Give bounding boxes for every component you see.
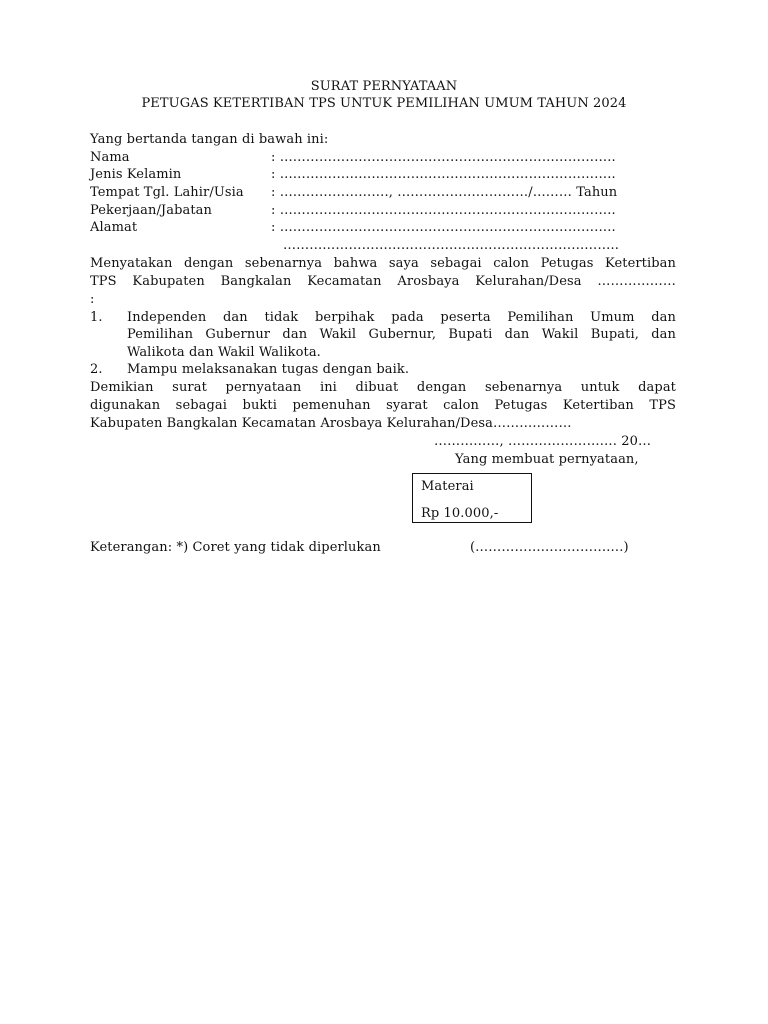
signature-name-line: (…………………………….) bbox=[470, 540, 629, 555]
point-1-line-1: Independen dan tidak berpihak pada peserta Pemilihan Umum dan bbox=[127, 310, 676, 325]
field-label-jenis-kelamin: Jenis Kelamin bbox=[90, 167, 182, 182]
field-label-alamat: Alamat bbox=[90, 220, 138, 235]
footnote: Keterangan: *) Coret yang tidak diperlukan bbox=[90, 540, 381, 555]
field-label-tempat-tgl-lahir: Tempat Tgl. Lahir/Usia bbox=[90, 185, 244, 200]
signature-maker-label: Yang membuat pernyataan, bbox=[455, 452, 639, 467]
statement-line-2: TPS Kabupaten Bangkalan Kecamatan Arosbaya Kelurahan/Desa ……………… bbox=[90, 274, 676, 289]
closing-line-1: Demikian surat pernyataan ini dibuat dengan sebenarnya untuk dapat bbox=[90, 380, 676, 395]
point-1-line-3: Walikota dan Wakil Walikota. bbox=[127, 345, 321, 360]
date-line: ……………, ……………………. 20… bbox=[434, 434, 652, 449]
document-subtitle: PETUGAS KETERTIBAN TPS UNTUK PEMILIHAN UMUM TAHUN 2024 bbox=[141, 96, 627, 111]
statement-line-3: : bbox=[90, 292, 95, 307]
stamp-box bbox=[412, 473, 532, 523]
point-2-line-1: Mampu melaksanakan tugas dengan baik. bbox=[127, 362, 410, 377]
field-value-alamat-continuation: ………………………………………………………………….. bbox=[283, 238, 619, 253]
stamp-label: Materai bbox=[421, 479, 474, 494]
point-number-2: 2. bbox=[90, 362, 103, 377]
closing-line-3: Kabupaten Bangkalan Kecamatan Arosbaya Kelurahan/Desa……………… bbox=[90, 416, 572, 431]
document-title: SURAT PERNYATAAN bbox=[310, 79, 458, 94]
field-label-pekerjaan: Pekerjaan/Jabatan bbox=[90, 203, 213, 218]
point-1-line-2: Pemilihan Gubernur dan Wakil Gubernur, Bupati dan Wakil Bupati, dan bbox=[127, 327, 676, 342]
field-value-pekerjaan: : ………………………………………………………………….. bbox=[271, 203, 616, 218]
point-number-1: 1. bbox=[90, 310, 103, 325]
field-label-nama: Nama bbox=[90, 150, 130, 165]
statement-line-1: Menyatakan dengan sebenarnya bahwa saya sebagai calon Petugas Ketertiban bbox=[90, 256, 676, 271]
intro-text: Yang bertanda tangan di bawah ini: bbox=[90, 132, 329, 147]
field-value-jenis-kelamin: : ………………………………………………………………….. bbox=[271, 167, 616, 182]
closing-line-2: digunakan sebagai bukti pemenuhan syarat calon Petugas Ketertiban TPS bbox=[90, 398, 676, 413]
field-value-alamat: : ………………………………………………………………….. bbox=[271, 220, 616, 235]
field-value-tempat-tgl-lahir: : ……………………., …………………………/……… Tahun bbox=[271, 185, 618, 200]
stamp-value: Rp 10.000,- bbox=[421, 506, 499, 521]
field-value-nama: : ………………………………………………………………….. bbox=[271, 150, 616, 165]
